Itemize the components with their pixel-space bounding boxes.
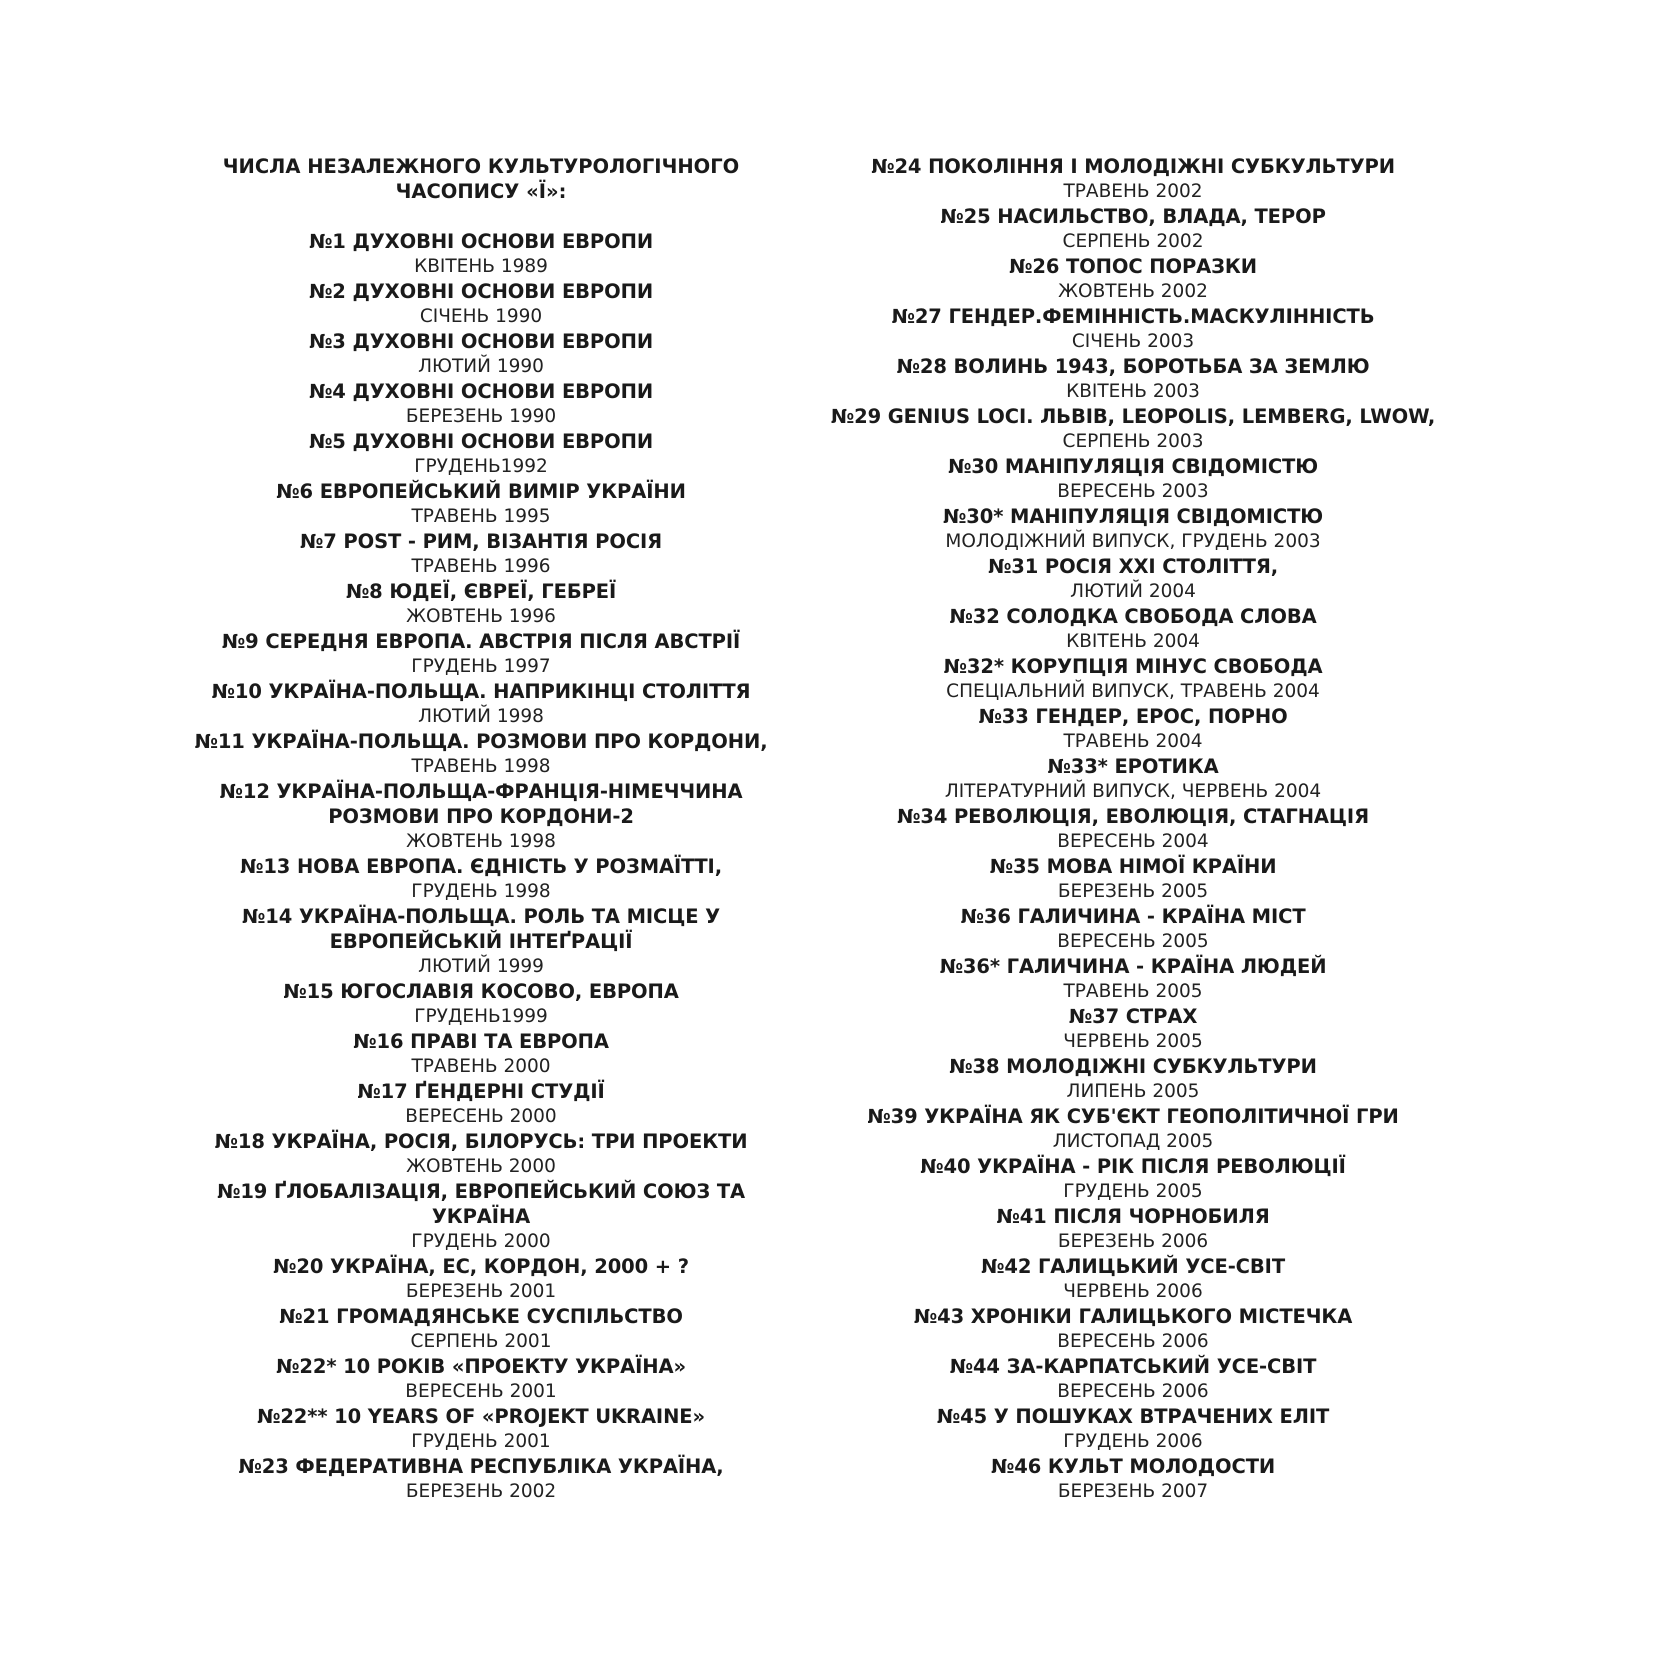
- issue-title: №16 ПРАВІ ТА ЕВРОПА: [353, 1030, 609, 1053]
- issue-title: №46 КУЛЬТ МОЛОДОСТИ: [990, 1455, 1276, 1478]
- issue-entry: [172, 329, 790, 379]
- issue-entry: [172, 429, 790, 479]
- issue-date: ГРУДЕНЬ 1998: [411, 881, 551, 902]
- issue-title: №32* КОРУПЦІЯ МІНУС СВОБОДА: [943, 655, 1323, 678]
- issue-title: №39 УКРАЇНА ЯК СУБ'ЄКТ ГЕОПОЛІТИЧНОЇ ГРИ: [867, 1105, 1399, 1128]
- issue-title: №4 ДУХОВНІ ОСНОВИ ЕВРОПИ: [308, 380, 654, 403]
- issue-title: №15 ЮГОСЛАВІЯ КОСОВО, ЕВРОПА: [283, 980, 679, 1003]
- issue-title: №20 УКРАЇНА, ЕС, КОРДОН, 2000 + ?: [273, 1255, 689, 1278]
- issue-entry: [172, 279, 790, 329]
- issue-date: ТРАВЕНЬ 2002: [1063, 181, 1203, 202]
- issue-title: ЕВРОПЕЙСЬКІЙ ІНТЕҐРАЦІЇ: [329, 930, 633, 953]
- issue-entry: [172, 904, 790, 979]
- heading-line-1: ЧИСЛА НЕЗАЛЕЖНОГО КУЛЬТУРОЛОГІЧНОГО: [222, 155, 740, 178]
- issue-entry: [172, 1454, 790, 1504]
- issue-entry: [172, 529, 790, 579]
- issue-title: №21 ГРОМАДЯНСЬКЕ СУСПІЛЬСТВО: [279, 1305, 683, 1328]
- issue-entry: [828, 704, 1438, 754]
- issue-entry: [172, 1304, 790, 1354]
- issue-date: БЕРЕЗЕНЬ 2005: [1057, 881, 1209, 902]
- issue-date: ВЕРЕСЕНЬ 2001: [405, 1381, 557, 1402]
- issue-entry: [828, 154, 1438, 204]
- issue-title: №1 ДУХОВНІ ОСНОВИ ЕВРОПИ: [308, 230, 654, 253]
- issue-entry: [172, 1404, 790, 1454]
- heading-line-2: ЧАСОПИСУ «Ї»:: [395, 180, 567, 203]
- issue-date: ВЕРЕСЕНЬ 2005: [1057, 931, 1209, 952]
- issue-date: ВЕРЕСЕНЬ 2006: [1057, 1381, 1209, 1402]
- issue-title: РОЗМОВИ ПРО КОРДОНИ-2: [328, 805, 634, 828]
- issue-entry: [828, 1254, 1438, 1304]
- issue-date: ЖОВТЕНЬ 1996: [406, 606, 556, 627]
- issue-date: СІЧЕНЬ 1990: [419, 306, 543, 327]
- issue-date: ЛЮТИЙ 1998: [418, 706, 544, 727]
- issue-date: ТРАВЕНЬ 2005: [1063, 981, 1203, 1002]
- issue-title: №19 ҐЛОБАЛІЗАЦІЯ, ЕВРОПЕЙСЬКИЙ СОЮЗ ТА: [216, 1180, 746, 1203]
- issue-entry: [828, 854, 1438, 904]
- right-column: [828, 154, 1438, 1504]
- issue-date: ЛІТЕРАТУРНИЙ ВИПУСК, ЧЕРВЕНЬ 2004: [944, 781, 1322, 802]
- issue-entry: [828, 1304, 1438, 1354]
- issue-title: №3 ДУХОВНІ ОСНОВИ ЕВРОПИ: [308, 330, 654, 353]
- issue-entry: [172, 1129, 790, 1179]
- issue-title: №22** 10 YEARS OF «PROJEKT UKRAINE»: [256, 1405, 706, 1428]
- issue-title: №25 НАСИЛЬСТВО, ВЛАДА, ТЕРОР: [940, 205, 1326, 228]
- issue-date: ГРУДЕНЬ 2001: [411, 1431, 551, 1452]
- issue-entry: [828, 354, 1438, 404]
- issue-title: №38 МОЛОДІЖНІ СУБКУЛЬТУРИ: [949, 1055, 1317, 1078]
- issue-entry: [828, 1204, 1438, 1254]
- issue-title: №28 ВОЛИНЬ 1943, БОРОТЬБА ЗА ЗЕМЛЮ: [896, 355, 1370, 378]
- issue-date: ЧЕРВЕНЬ 2005: [1063, 1031, 1203, 1052]
- issue-date: ГРУДЕНЬ1992: [414, 456, 548, 477]
- issue-entry: [828, 604, 1438, 654]
- issue-entry: [828, 904, 1438, 954]
- issue-title: №18 УКРАЇНА, РОСІЯ, БІЛОРУСЬ: ТРИ ПРОЕКТИ: [214, 1130, 748, 1153]
- issue-title: №41 ПІСЛЯ ЧОРНОБИЛЯ: [996, 1205, 1270, 1228]
- issue-title: №40 УКРАЇНА - РІК ПІСЛЯ РЕВОЛЮЦІЇ: [920, 1155, 1346, 1178]
- issue-date: БЕРЕЗЕНЬ 2001: [405, 1281, 557, 1302]
- issue-date: ТРАВЕНЬ 1996: [411, 556, 551, 577]
- issue-date: ЛЮТИЙ 2004: [1070, 581, 1196, 602]
- issue-title: №14 УКРАЇНА-ПОЛЬЩА. РОЛЬ ТА МІСЦЕ У: [241, 905, 721, 928]
- issue-entry: [172, 1254, 790, 1304]
- issue-entry: [172, 854, 790, 904]
- issue-title: №6 ЕВРОПЕЙСЬКИЙ ВИМІР УКРАЇНИ: [276, 480, 686, 503]
- issue-entry: [172, 1079, 790, 1129]
- issue-entry: [172, 629, 790, 679]
- issue-date: ВЕРЕСЕНЬ 2003: [1057, 481, 1209, 502]
- issue-entry: [828, 1354, 1438, 1404]
- issue-date: ЖОВТЕНЬ 2002: [1058, 281, 1208, 302]
- issue-title: №42 ГАЛИЦЬКИЙ УСЕ-СВІТ: [980, 1255, 1286, 1278]
- issue-entry: [172, 379, 790, 429]
- issue-date: ГРУДЕНЬ1999: [414, 1006, 548, 1027]
- issue-entry: [828, 804, 1438, 854]
- issue-date: ЛЮТИЙ 1990: [418, 356, 544, 377]
- issue-entry: [828, 1104, 1438, 1154]
- issue-date: СЕРПЕНЬ 2002: [1062, 231, 1204, 252]
- issue-title: №23 ФЕДЕРАТИВНА РЕСПУБЛІКА УКРАЇНА,: [238, 1455, 724, 1478]
- issue-title: №22* 10 РОКІВ «ПРОЕКТУ УКРАЇНА»: [276, 1355, 686, 1378]
- issue-date: ТРАВЕНЬ 2004: [1063, 731, 1203, 752]
- issue-date: ТРАВЕНЬ 2000: [411, 1056, 551, 1077]
- issue-date: ЖОВТЕНЬ 2000: [406, 1156, 556, 1177]
- issue-entry: [828, 454, 1438, 504]
- issue-entry: [172, 229, 790, 279]
- issue-entry: [828, 1054, 1438, 1104]
- issue-title: №2 ДУХОВНІ ОСНОВИ ЕВРОПИ: [308, 280, 654, 303]
- issue-entry: [828, 1454, 1438, 1504]
- issue-date: ВЕРЕСЕНЬ 2006: [1057, 1331, 1209, 1352]
- issue-date: ГРУДЕНЬ 2006: [1063, 1431, 1203, 1452]
- issue-date: ВЕРЕСЕНЬ 2004: [1057, 831, 1209, 852]
- issue-title: №33* ЕРОТИКА: [1047, 755, 1219, 778]
- issue-entry: [172, 679, 790, 729]
- issue-title: №44 ЗА-КАРПАТСЬКИЙ УСЕ-СВІТ: [949, 1355, 1317, 1378]
- issue-title: №30* МАНІПУЛЯЦІЯ СВІДОМІСТЮ: [942, 505, 1324, 528]
- issue-entry: [828, 504, 1438, 554]
- issue-entry: [172, 979, 790, 1029]
- issue-entry: [172, 1029, 790, 1079]
- issue-date: ЛЮТИЙ 1999: [418, 956, 544, 977]
- issue-entry: [172, 1179, 790, 1254]
- issue-entry: [828, 954, 1438, 1004]
- issue-entry: [172, 479, 790, 529]
- heading-spacer: [172, 204, 790, 229]
- issue-date: ГРУДЕНЬ 2000: [411, 1231, 551, 1252]
- issue-title: №36 ГАЛИЧИНА - КРАЇНА МІСТ: [960, 905, 1306, 928]
- issue-date: ВЕРЕСЕНЬ 2000: [405, 1106, 557, 1127]
- issue-date: БЕРЕЗЕНЬ 2006: [1057, 1231, 1209, 1252]
- issue-entry: [172, 579, 790, 629]
- issue-date: СЕРПЕНЬ 2003: [1062, 431, 1204, 452]
- issue-title: №7 POST - РИМ, ВІЗАНТІЯ РОСІЯ: [299, 530, 663, 553]
- issue-date: СПЕЦІАЛЬНИЙ ВИПУСК, ТРАВЕНЬ 2004: [946, 681, 1320, 702]
- issue-date: КВІТЕНЬ 2003: [1066, 381, 1200, 402]
- issue-title: №31 РОСІЯ XXI СТОЛІТТЯ,: [987, 555, 1279, 578]
- issue-entry: [172, 779, 790, 854]
- issue-title: №37 СТРАХ: [1068, 1005, 1198, 1028]
- issue-title: №35 МОВА НІМОЇ КРАЇНИ: [989, 855, 1277, 878]
- issue-title: №30 МАНІПУЛЯЦІЯ СВІДОМІСТЮ: [947, 455, 1319, 478]
- issue-entry: [172, 1354, 790, 1404]
- issue-entry: [828, 654, 1438, 704]
- issue-title: №43 ХРОНІКИ ГАЛИЦЬКОГО МІСТЕЧКА: [913, 1305, 1353, 1328]
- issue-title: №9 СЕРЕДНЯ ЕВРОПА. АВСТРІЯ ПІСЛЯ АВСТРІЇ: [221, 630, 741, 653]
- issue-entry: [828, 254, 1438, 304]
- issue-title: №10 УКРАЇНА-ПОЛЬЩА. НАПРИКІНЦІ СТОЛІТТЯ: [211, 680, 751, 703]
- issue-title: №45 У ПОШУКАХ ВТРАЧЕНИХ ЕЛІТ: [936, 1405, 1330, 1428]
- issue-entry: [172, 729, 790, 779]
- left-column: [172, 154, 790, 1504]
- issue-date: БЕРЕЗЕНЬ 2002: [405, 1481, 557, 1502]
- issue-date: КВІТЕНЬ 1989: [414, 256, 548, 277]
- issue-title: №11 УКРАЇНА-ПОЛЬЩА. РОЗМОВИ ПРО КОРДОНИ,: [194, 730, 768, 753]
- issue-entry: [828, 1404, 1438, 1454]
- issue-date: ЖОВТЕНЬ 1998: [406, 831, 556, 852]
- issue-entry: [828, 1004, 1438, 1054]
- issue-title: №36* ГАЛИЧИНА - КРАЇНА ЛЮДЕЙ: [939, 955, 1327, 978]
- issue-title: №24 ПОКОЛІННЯ І МОЛОДІЖНІ СУБКУЛЬТУРИ: [871, 155, 1395, 178]
- issue-date: КВІТЕНЬ 2004: [1066, 631, 1200, 652]
- issue-entry: [828, 754, 1438, 804]
- issue-date: ГРУДЕНЬ 2005: [1063, 1181, 1203, 1202]
- issue-title: №12 УКРАЇНА-ПОЛЬЩА-ФРАНЦІЯ-НІМЕЧЧИНА: [219, 780, 743, 803]
- issue-title: №29 GENIUS LOCI. ЛЬВІВ, LEOPOLIS, LEMBERG, LWOW,: [830, 405, 1436, 428]
- issue-date: ЛИСТОПАД 2005: [1052, 1131, 1214, 1152]
- issue-title: №27 ГЕНДЕР.ФЕМІННІСТЬ.МАСКУЛІННІСТЬ: [891, 305, 1375, 328]
- issue-date: ЧЕРВЕНЬ 2006: [1063, 1281, 1203, 1302]
- issue-title: №13 НОВА ЕВРОПА. ЄДНІСТЬ У РОЗМАЇТТІ,: [239, 855, 723, 878]
- issue-date: БЕРЕЗЕНЬ 1990: [405, 406, 557, 427]
- issue-date: БЕРЕЗЕНЬ 2007: [1057, 1481, 1209, 1502]
- issue-date: ЛИПЕНЬ 2005: [1066, 1081, 1200, 1102]
- issue-title: №33 ГЕНДЕР, ЕРОС, ПОРНО: [978, 705, 1288, 728]
- issue-date: ТРАВЕНЬ 1995: [411, 506, 551, 527]
- issue-entry: [828, 404, 1438, 454]
- issue-title: №32 СОЛОДКА СВОБОДА СЛОВА: [949, 605, 1317, 628]
- issue-date: ТРАВЕНЬ 1998: [411, 756, 551, 777]
- issue-date: ГРУДЕНЬ 1997: [411, 656, 551, 677]
- issue-title: №17 ҐЕНДЕРНІ СТУДІЇ: [357, 1080, 605, 1103]
- issue-title: УКРАЇНА: [431, 1205, 531, 1228]
- issue-title: №8 ЮДЕЇ, ЄВРЕЇ, ГЕБРЕЇ: [345, 580, 617, 603]
- issue-title: №26 ТОПОС ПОРАЗКИ: [1009, 255, 1257, 278]
- issue-entry: [828, 554, 1438, 604]
- issue-entry: [828, 204, 1438, 254]
- issue-date: МОЛОДІЖНИЙ ВИПУСК, ГРУДЕНЬ 2003: [945, 531, 1321, 552]
- issue-title: №5 ДУХОВНІ ОСНОВИ ЕВРОПИ: [308, 430, 654, 453]
- issue-date: СЕРПЕНЬ 2001: [410, 1331, 552, 1352]
- issue-entry: [828, 304, 1438, 354]
- issue-entry: [828, 1154, 1438, 1204]
- issue-title: №34 РЕВОЛЮЦІЯ, ЕВОЛЮЦІЯ, СТАГНАЦІЯ: [897, 805, 1369, 828]
- issue-date: СІЧЕНЬ 2003: [1071, 331, 1195, 352]
